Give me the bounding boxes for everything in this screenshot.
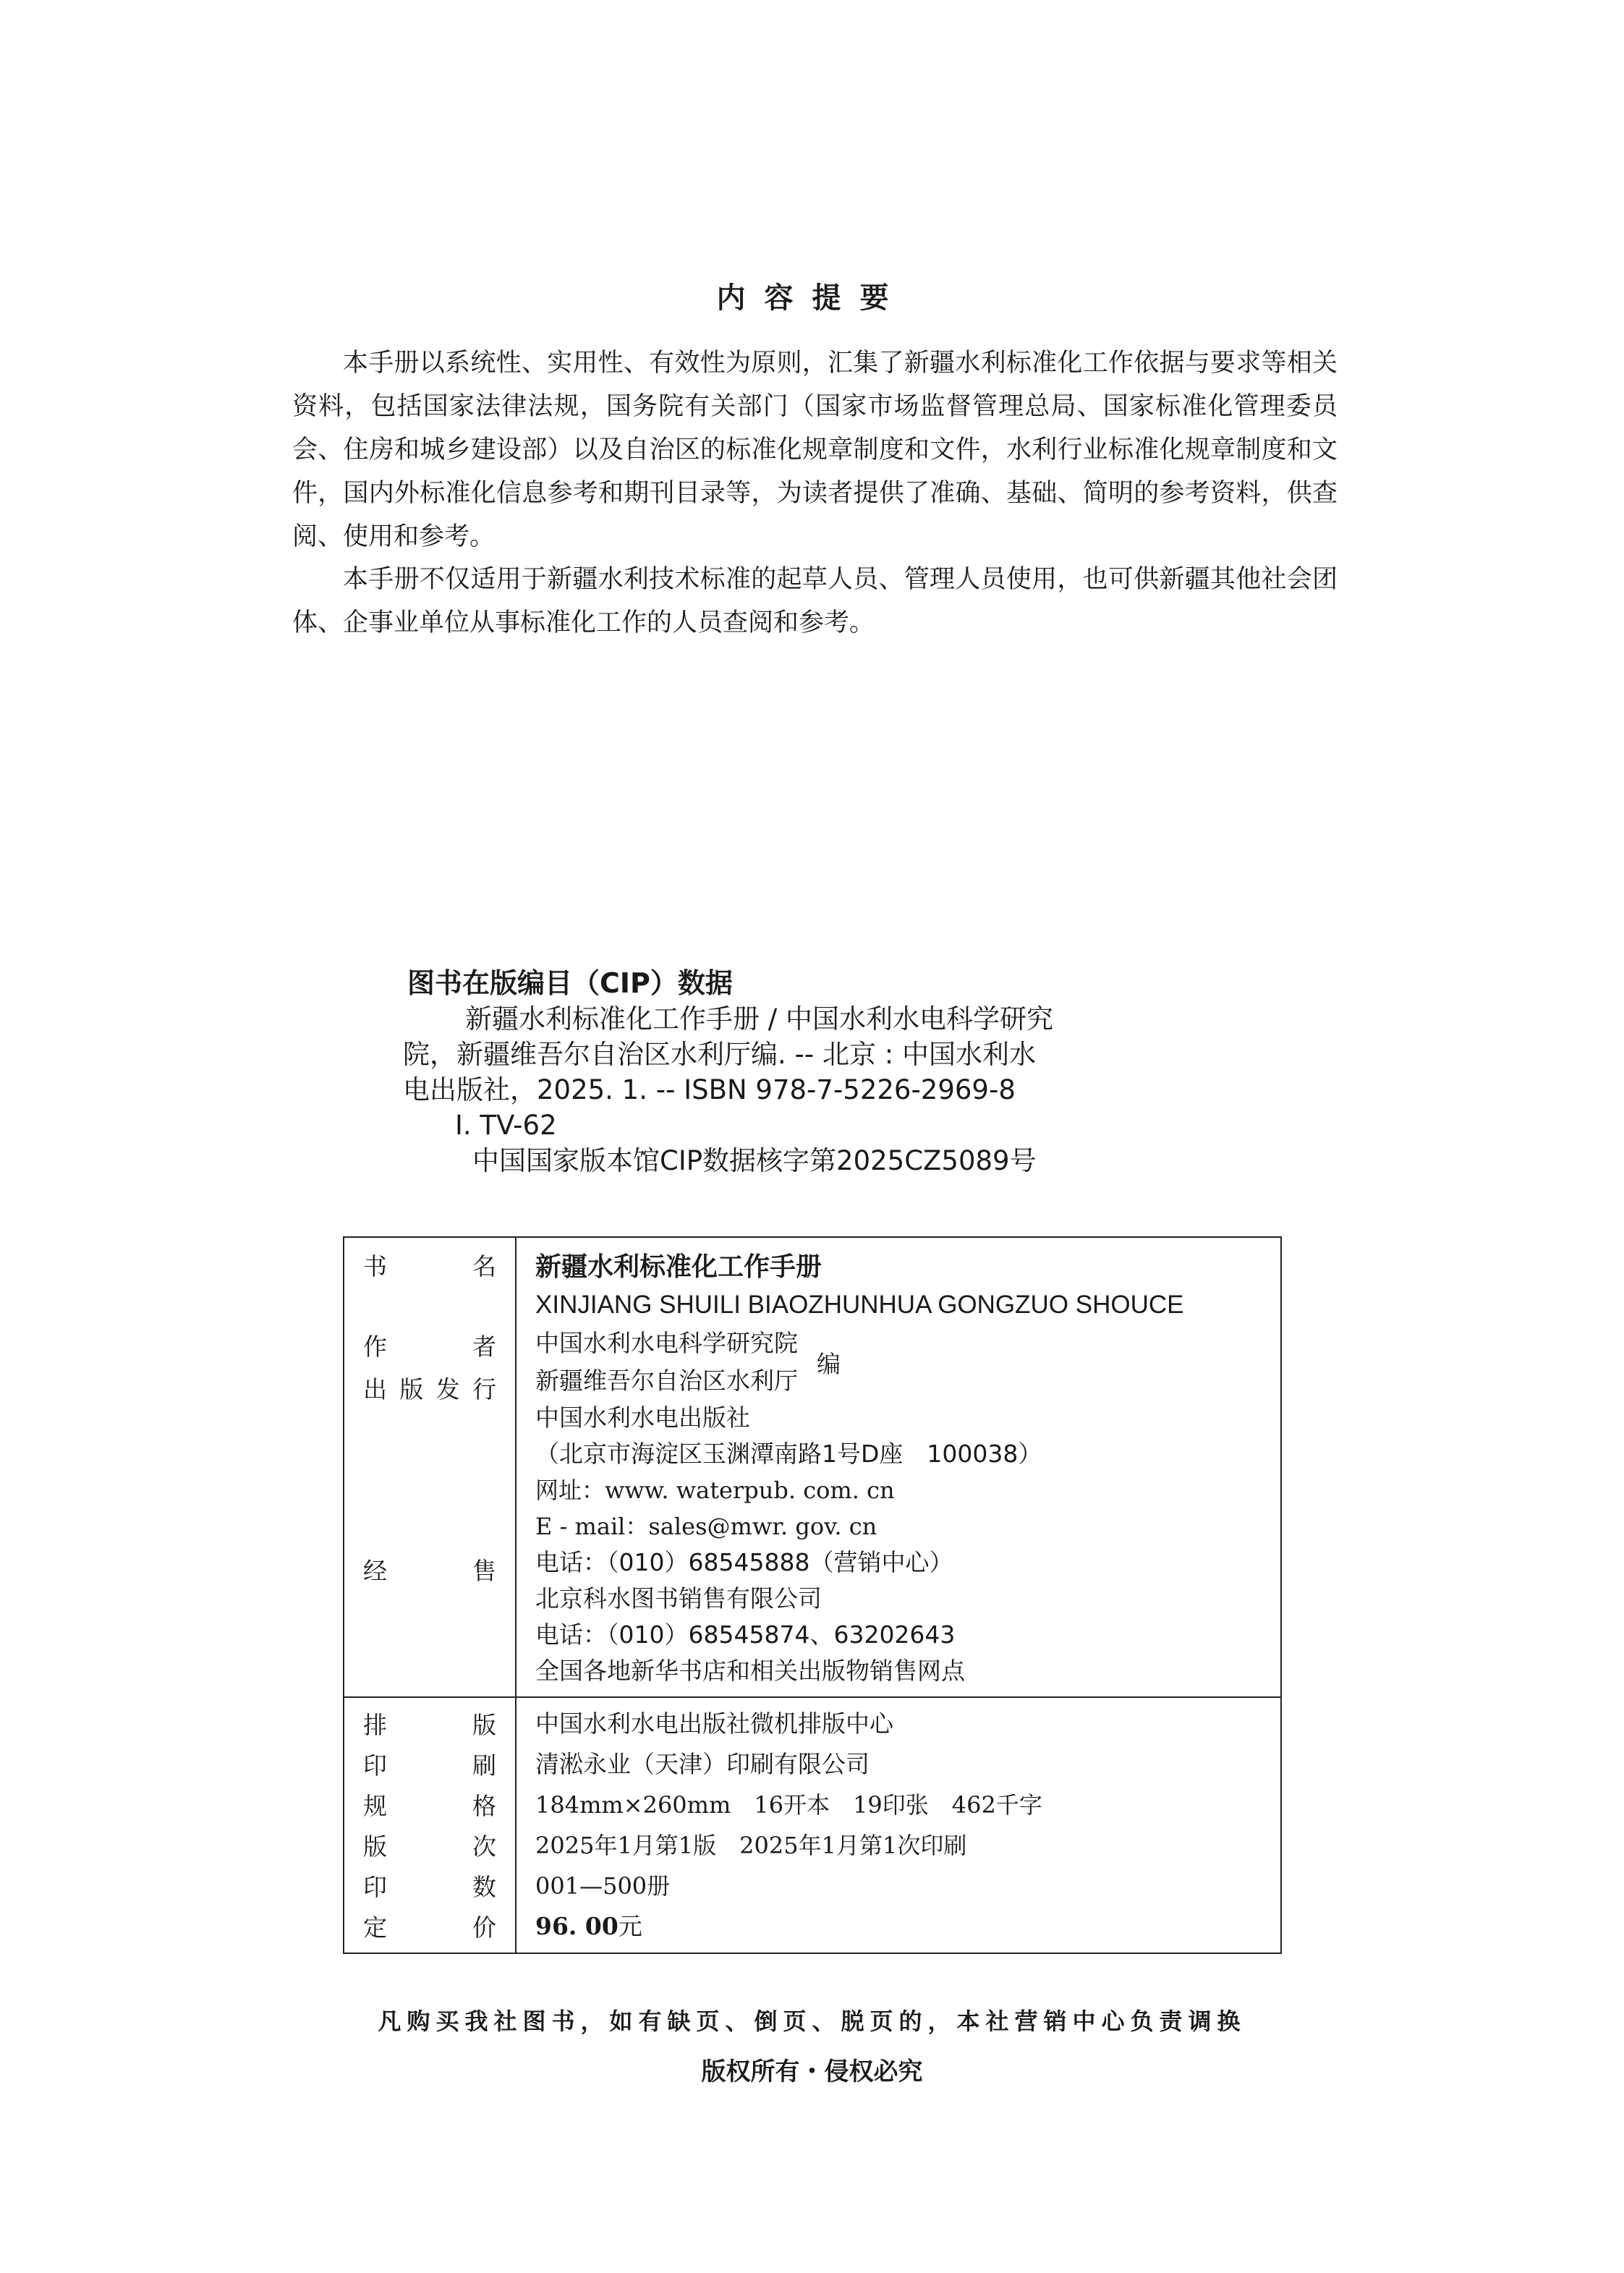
price-number: 96. 00	[535, 1912, 618, 1940]
label-column	[344, 1237, 516, 1697]
seller-network: 全国各地新华书店和相关出版物销售网点	[535, 1657, 965, 1685]
label-spacer	[344, 1288, 515, 1325]
typesetting-value: 中国水利水电出版社微机排版中心	[535, 1709, 893, 1738]
seller-phone: 电话：（010）68545874、63202643	[535, 1620, 956, 1649]
label-text: 版 次	[363, 1832, 496, 1861]
printer-value: 清淞永业（天津）印刷有限公司	[535, 1750, 870, 1778]
cip-line: 电出版社，2025. 1. -- ISBN 978-7-5226-2969-8	[403, 1074, 1016, 1105]
label-print-count	[344, 1866, 515, 1906]
publisher-website: 网址：www. waterpub. com. cn	[535, 1477, 895, 1504]
label-text: 作 者	[363, 1333, 496, 1361]
label-printing	[344, 1744, 515, 1785]
book-title-cn: 新疆水利标准化工作手册	[535, 1252, 822, 1282]
replacement-notice: 凡购买我社图书，如有缺页、倒页、脱页的，本社营销中心负责调换	[378, 2008, 1246, 2035]
label-seller	[344, 1550, 515, 1592]
label-edition	[344, 1825, 515, 1866]
label-text: 书 名	[363, 1252, 496, 1280]
label-book-name	[344, 1245, 515, 1288]
cip-line: 院，新疆维吾尔自治区水利厅编. -- 北京 : 中国水利水	[403, 1039, 1036, 1070]
price-unit: 元	[618, 1912, 642, 1940]
label-text: 规 格	[363, 1792, 496, 1820]
publication-info-table	[343, 1236, 1282, 1954]
author-name: 中国水利水电科学研究院	[535, 1329, 798, 1357]
print-count-value: 001—500册	[535, 1872, 671, 1900]
summary-title: 内容提要	[716, 281, 908, 315]
spec-value: 184mm×260mm 16开本 19印张 462千字	[535, 1791, 1042, 1819]
cip-line: Ⅰ. TV-62	[455, 1110, 557, 1141]
cip-heading: 图书在版编目（CIP）数据	[407, 967, 733, 999]
label-typesetting	[344, 1704, 515, 1744]
label-text: 出 版 发 行	[363, 1375, 496, 1403]
seller-name: 北京科水图书销售有限公司	[535, 1584, 822, 1613]
label-column	[344, 1697, 516, 1953]
value-column	[516, 1697, 1281, 1953]
cip-line: 中国国家版本馆CIP数据核字第2025CZ5089号	[472, 1145, 1037, 1176]
book-title-en: XINJIANG SHUILI BIAOZHUNHUA GONGZUO SHOUCE	[535, 1291, 1184, 1319]
label-text: 定 价	[363, 1913, 496, 1942]
summary-paragraph: 本手册不仅适用于新疆水利技术标准的起草人员、管理人员使用，也可供新疆其他社会团体、企事业单位从事标准化工作的人员查阅和参考。	[292, 565, 1338, 637]
label-text: 排 版	[363, 1711, 496, 1739]
label-publisher	[344, 1368, 515, 1411]
publisher-name: 中国水利水电出版社	[535, 1403, 750, 1432]
publisher-phone: 电话：（010）68545888（营销中心）	[535, 1548, 953, 1576]
author-role: 编	[817, 1349, 841, 1378]
label-spacer	[344, 1411, 515, 1550]
summary-paragraph: 本手册以系统性、实用性、有效性为原则，汇集了新疆水利标准化工作依据与要求等相关资料，包括国家法律法规，国务院有关部门（国家市场监督管理总局、国家标准化管理委员会、住房和城乡建设部）以及自治区的标准化规章制度和文件，水利行业标准化规章制度和文件，国内外标准化信息参考和期刊目录等，为读者提供了准确、基础、简明的参考资料，供查阅、使用和参考。	[292, 349, 1338, 551]
price-value	[535, 1906, 1280, 1947]
copyright-notice: 版权所有・侵权必究	[701, 2057, 923, 2086]
label-text: 印 刷	[363, 1751, 496, 1780]
publisher-email: E - mail：sales@mwr. gov. cn	[535, 1513, 877, 1540]
label-price	[344, 1906, 515, 1947]
label-spec	[344, 1785, 515, 1825]
cip-line: 新疆水利标准化工作手册 / 中国水利水电科学研究	[465, 1003, 1053, 1034]
label-text: 印 数	[363, 1873, 496, 1901]
cip-block	[403, 966, 1053, 1178]
label-author	[344, 1325, 515, 1368]
value-column	[516, 1237, 1281, 1697]
publisher-address: （北京市海淀区玉渊潭南路1号D座 100038）	[535, 1440, 1042, 1468]
label-text: 经 售	[363, 1557, 496, 1585]
authors	[535, 1325, 1280, 1400]
author-name: 新疆维吾尔自治区水利厅	[535, 1367, 798, 1395]
edition-value: 2025年1月第1版 2025年1月第1次印刷	[535, 1832, 967, 1859]
